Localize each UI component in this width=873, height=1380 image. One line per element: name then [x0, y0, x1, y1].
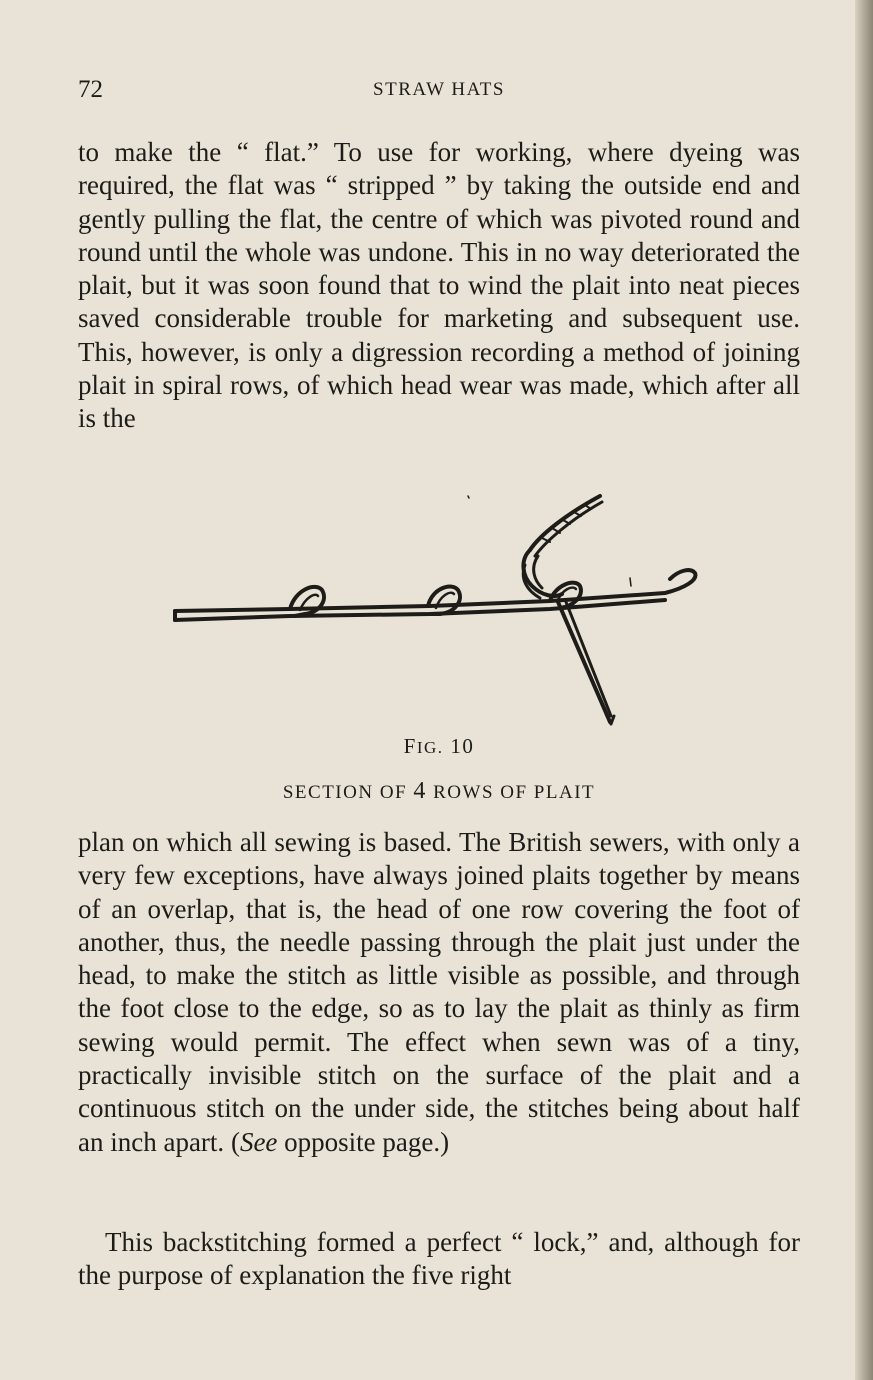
paragraph-2-tail: opposite page.) — [284, 1126, 450, 1157]
figure-label — [78, 734, 800, 759]
caption-number: 4 — [413, 778, 427, 804]
paragraph-2-body: plan on which all sewing is based. The British sewers, with only a very few exceptions, have always joined plaits together by means of an overlap, that is, the head of one row covering the foot of another, thus, the needle passing through the plait just under the head, to make the stitch as little visible as possible, and through the foot close to the edge, so as to lay the plait as thinly as firm sewing would permit. The effect when sewn was of a tiny, practically invisible stitch on the surface of the plait and a continuous stitch on the under side, the stitches being about half an inch apart. — [78, 827, 800, 1157]
plait-loop-1 — [290, 587, 324, 616]
running-title: STRAW HATS — [373, 79, 505, 100]
caption-before: SECTION OF — [282, 782, 414, 803]
paragraph-1: to make the “ flat.” To use for working, where dyeing was required, the flat was “ stripped ” by taking the outside end and gently pulling the flat, the centre of which was pivoted round and round until the whole was undone. This in no way deteriorated the plait, but it was soon found that to wind the plait into neat pieces saved considerable trouble for marketing and subsequent use. This, however, is only a digression recording a method of joining plait in spiral rows, of which head wear was made, which after all is the — [78, 137, 800, 434]
page-edge — [855, 0, 873, 1380]
plait-section-figure — [170, 490, 710, 730]
thread — [530, 496, 600, 550]
paragraph-2-open: ( — [230, 1126, 240, 1157]
paragraph-3: This backstitching formed a perfect “ lock,” and, although for the purpose of explanation the five right — [78, 1227, 800, 1291]
page-header — [78, 76, 800, 106]
plait-loop-2 — [428, 587, 460, 614]
needle — [558, 602, 610, 722]
figure-number: 10 — [450, 734, 475, 758]
figure-label-prefix: F — [403, 734, 417, 758]
figure-caption — [78, 778, 800, 805]
paragraph-2-see: See — [239, 1126, 278, 1157]
paragraph-2 — [78, 826, 800, 1159]
figure-label-rest: IG. — [416, 738, 444, 757]
page-number: 72 — [78, 76, 103, 103]
caption-after: ROWS OF PLAIT — [426, 782, 596, 803]
